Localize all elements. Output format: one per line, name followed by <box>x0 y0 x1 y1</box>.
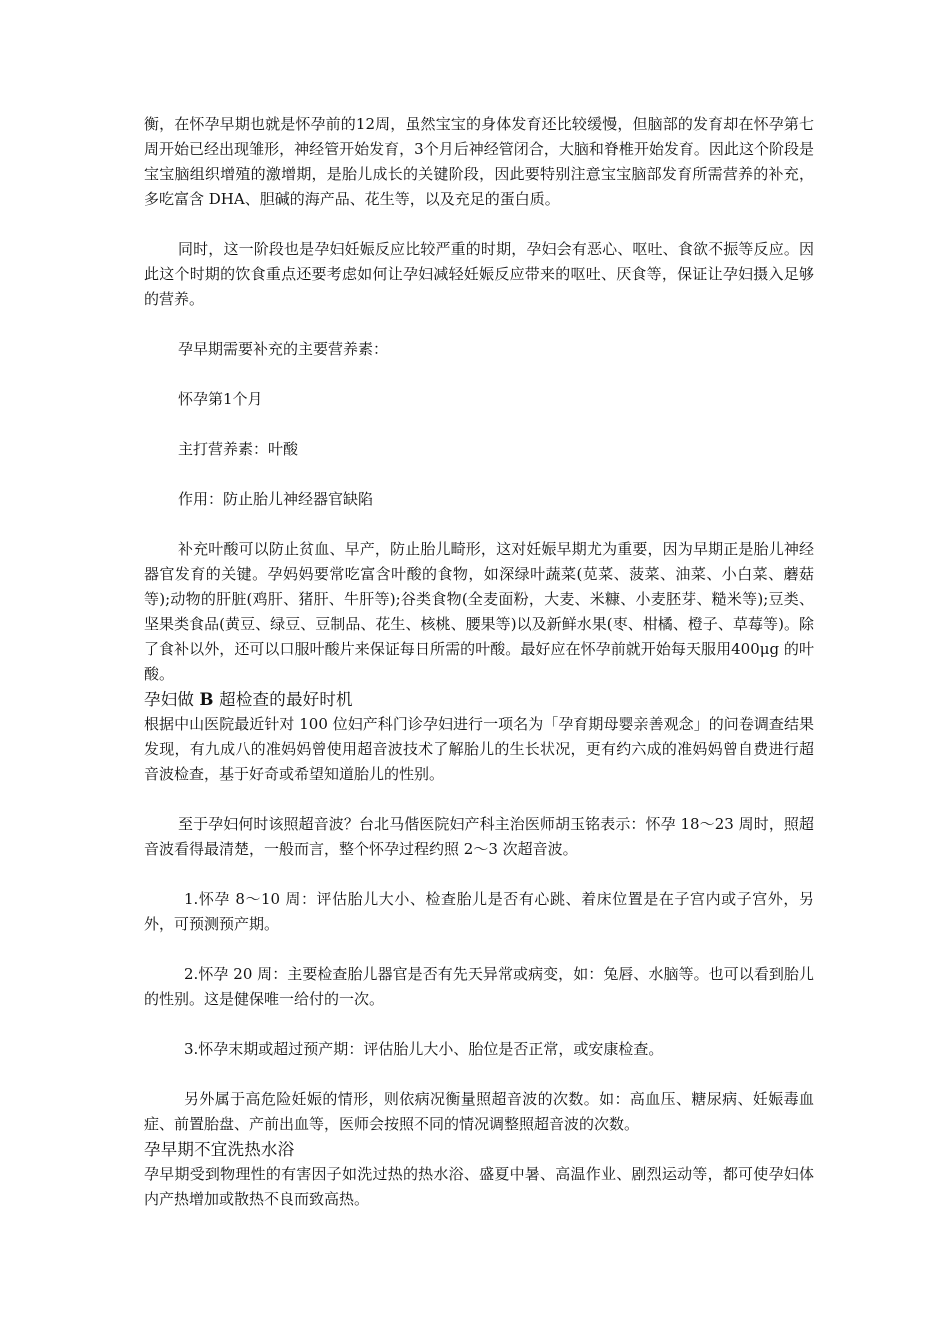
paragraph-when-ultrasound: 至于孕妇何时该照超音波？台北马偕医院妇产科主治医师胡玉铭表示：怀孕 18～23 周时，照超音波看得最清楚，一般而言，整个怀孕过程约照 2～3 次超音波。 <box>144 815 814 858</box>
paragraph-month-one: 怀孕第1个月 <box>178 390 263 408</box>
paragraph-brain-development: 衡，在怀孕早期也就是怀孕前的12周，虽然宝宝的身体发育还比较缓慢，但脑部的发育却在怀孕第七周开始已经出现雏形，神经管开始发育，3个月后神经管闭合，大脑和脊椎开始发育。因此这个阶段是宝宝脑组织增殖的激增期，是胎儿成长的关键阶段，因此要特别注意宝宝脑部发育所需营养的补充，多吃富含 DHA、胆碱的海产品、花生等，以及充足的蛋白质。 <box>144 115 814 208</box>
heading-text-prefix: 孕妇做 <box>144 690 200 709</box>
paragraph-high-risk: 另外属于高危险妊娠的情形，则依病况衡量照超音波的次数。如：高血压、糖尿病、妊娠毒血症、前置胎盘、产前出血等，医师会按照不同的情况调整照超音波的次数。 <box>144 1090 814 1133</box>
list-item-week-8-10: 1.怀孕 8～10 周：评估胎儿大小、检查胎儿是否有心跳、着床位置是在子宫内或子宫外，另外，可预测预产期。 <box>144 890 814 933</box>
paragraph-morning-sickness: 同时，这一阶段也是孕妇妊娠反应比较严重的时期，孕妇会有恶心、呕吐、食欲不振等反应。因此这个时期的饮食重点还要考虑如何让孕妇减轻妊娠反应带来的呕吐、厌食等，保证让孕妇摄入足够的营养。 <box>144 240 814 308</box>
document-page <box>144 112 814 1212</box>
section-heading-hot-bath: 孕早期不宜洗热水浴 <box>144 1140 295 1159</box>
paragraph-survey: 根据中山医院最近针对 100 位妇产科门诊孕妇进行一项名为「孕育期母婴亲善观念」的问卷调查结果发现，有九成八的准妈妈曾使用超音波技术了解胎儿的生长状况，更有约六成的准妈妈曾自费进行超音波检查，基于好奇或希望知道胎儿的性别。 <box>144 715 814 783</box>
heading-text-bold: B <box>199 690 214 709</box>
paragraph-folic-acid: 补充叶酸可以防止贫血、早产，防止胎儿畸形，这对妊娠早期尤为重要，因为早期正是胎儿神经器官发育的关键。孕妈妈要常吃富含叶酸的食物，如深绿叶蔬菜(苋菜、菠菜、油菜、小白菜、蘑菇等);动物的肝脏(鸡肝、猪肝、牛肝等);谷类食物(全麦面粉，大麦、米糠、小麦胚芽、糙米等);豆类、坚果类食品(黄豆、绿豆、豆制品、花生、核桃、腰果等)以及新鲜水果(枣、柑橘、橙子、草莓等)。除了食补以外，还可以口服叶酸片来保证每日所需的叶酸。最好应在怀孕前就开始每天服用400μg 的叶酸。 <box>144 540 814 683</box>
paragraph-main-nutrient: 主打营养素：叶酸 <box>178 440 299 458</box>
paragraph-nutrients-intro: 孕早期需要补充的主要营养素： <box>178 340 389 358</box>
section-heading-ultrasound <box>144 687 814 712</box>
heading-text-suffix: 超检查的最好时机 <box>213 690 353 709</box>
list-item-week-20: 2.怀孕 20 周：主要检查胎儿器官是否有先天异常或病变，如：兔唇、水脑等。也可以看到胎儿的性别。这是健保唯一给付的一次。 <box>144 965 814 1008</box>
list-item-late-pregnancy: 3.怀孕末期或超过预产期：评估胎儿大小、胎位是否正常，或安康检查。 <box>184 1040 664 1058</box>
paragraph-hot-bath: 孕早期受到物理性的有害因子如洗过热的热水浴、盛夏中暑、高温作业、剧烈运动等，都可使孕妇体内产热增加或散热不良而致高热。 <box>144 1165 814 1208</box>
paragraph-effect: 作用：防止胎儿神经器官缺陷 <box>178 490 374 508</box>
